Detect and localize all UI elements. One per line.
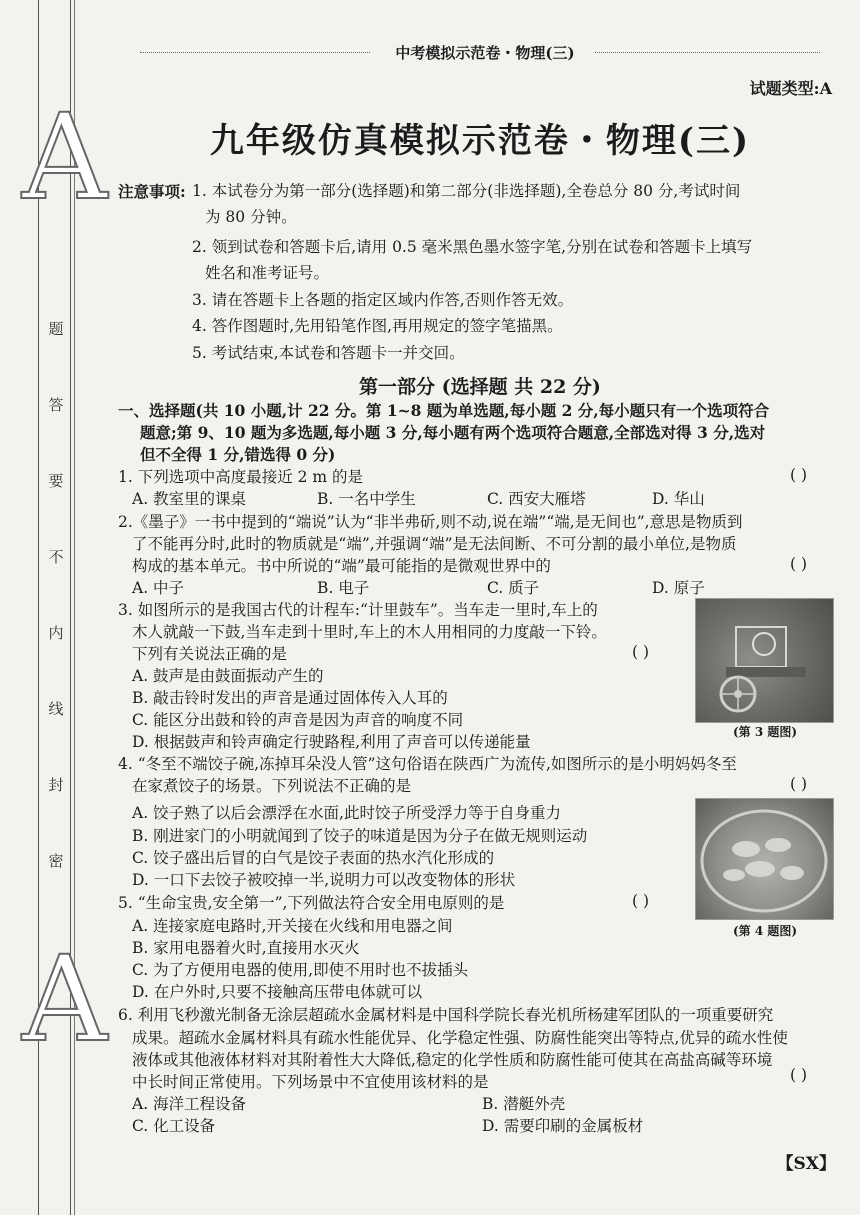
question-4-stem: 4. “冬至不端饺子碗,冻掉耳朵没人管”这句俗语在陕西广为流传,如图所示的是小明妈妈冬至 <box>118 755 737 773</box>
answer-paren: ( ) <box>790 1066 808 1084</box>
question-3-photo <box>695 598 834 723</box>
question-3-stem: 木人就敲一下鼓,当车走到十里时,车上的木人用相同的力度敲一下铃。 <box>132 623 607 641</box>
option: C. 质子 <box>487 579 540 597</box>
notice-line: 3. 请在答题卡上各题的指定区域内作答,否则作答无效。 <box>192 291 574 309</box>
question-4-photo <box>695 798 834 920</box>
question-3-stem: 下列有关说法正确的是 <box>132 645 288 663</box>
seal-char: 答 <box>48 396 64 414</box>
notice-line: 为 80 分钟。 <box>205 208 297 226</box>
seal-char: 内 <box>48 624 64 642</box>
question-2-options <box>132 577 812 600</box>
question-6-stem: 液体或其他液体材料对其附着性大大降低,稳定的化学性质和防腐性能可使其在高盐高碱等环境 <box>132 1051 773 1069</box>
seal-char: 不 <box>48 548 64 566</box>
option: A. 海洋工程设备 <box>132 1095 247 1113</box>
question-4-stem: 在家煮饺子的场景。下列说法不正确的是 <box>132 777 412 795</box>
binding-margin <box>0 0 108 1215</box>
option: B. 潜艇外壳 <box>482 1095 566 1113</box>
option: C. 为了方便用电器的使用,即使不用时也不拔插头 <box>132 961 469 979</box>
option: B. 家用电器着火时,直接用水灭火 <box>132 939 360 957</box>
header-title: 中考模拟示范卷・物理(三) <box>395 44 575 62</box>
notice-line: 5. 考试结束,本试卷和答题卡一并交回。 <box>192 344 465 362</box>
answer-paren: ( ) <box>632 892 650 910</box>
option: A. 中子 <box>132 579 185 597</box>
section-instructions: 一、选择题(共 10 小题,计 22 分。第 1~8 题为单选题,每小题 2 分,每小题只有一个选项符合 <box>118 401 770 420</box>
notice-line: 1. 本试卷分为第一部分(选择题)和第二部分(非选择题),全卷总分 80 分,考试时间 <box>192 182 741 200</box>
option: C. 西安大雁塔 <box>487 490 586 508</box>
option: D. 一口下去饺子被咬掉一半,说明力可以改变物体的形状 <box>132 871 516 889</box>
seal-line-text <box>44 318 68 926</box>
notice-label: 注意事项: <box>118 182 186 201</box>
option: B. 电子 <box>317 579 370 597</box>
question-1-options <box>132 488 812 511</box>
question-3-stem: 3. 如图所示的是我国古代的计程车:“计里鼓车”。当车走一里时,车上的 <box>118 601 598 619</box>
option: D. 原子 <box>652 579 705 597</box>
option: A. 鼓声是由鼓面振动产生的 <box>132 667 324 685</box>
answer-paren: ( ) <box>790 775 808 793</box>
seal-char: 封 <box>48 776 64 794</box>
paper-title: 九年级仿真模拟示范卷・物理(三) <box>209 121 751 161</box>
region-code: 【SX】 <box>776 1154 836 1174</box>
option: A. 饺子熟了以后会漂浮在水面,此时饺子所受浮力等于自身重力 <box>132 804 561 822</box>
option: B. 敲击铃时发出的声音是通过固体传入人耳的 <box>132 689 448 707</box>
option: D. 需要印刷的金属板材 <box>482 1117 644 1135</box>
option: B. 刚进家门的小明就闻到了饺子的味道是因为分子在做无规则运动 <box>132 827 588 845</box>
notice-line: 4. 答作图题时,先用铅笔作图,再用规定的签字笔描黑。 <box>192 317 563 335</box>
question-6-stem: 6. 利用飞秒激光制备无涂层超疏水金属材料是中国科学院长春光机所杨建军团队的一项重要研究 <box>118 1006 774 1024</box>
notice-line: 姓名和准考证号。 <box>205 264 330 282</box>
question-2-stem: 了不能再分时,此时的物质就是“端”,并强调“端”是无法间断、不可分割的最小单位,是物质 <box>132 535 737 553</box>
question-6-stem: 中长时间正常使用。下列场景中不宜使用该材料的是 <box>132 1073 489 1091</box>
question-6-options <box>132 1115 812 1138</box>
option: D. 华山 <box>652 490 705 508</box>
question-6-options <box>132 1093 812 1116</box>
section-title: 第一部分 (选择题 共 22 分) <box>359 376 601 398</box>
option: C. 饺子盛出后冒的白气是饺子表面的热水汽化形成的 <box>132 849 495 867</box>
option: A. 教室里的课桌 <box>132 490 247 508</box>
seal-char: 题 <box>48 320 64 338</box>
question-6-stem: 成果。超疏水金属材料具有疏水性能优异、化学稳定性强、防腐性能突出等特点,优异的疏水性使 <box>132 1029 788 1047</box>
section-instructions: 题意;第 9、10 题为多选题,每小题 3 分,每小题有两个选项符合题意,全部选对得 3 分,选对 <box>140 423 766 442</box>
option: D. 根据鼓声和铃声确定行驶路程,利用了声音可以传递能量 <box>132 733 531 751</box>
watermark-letter-bottom: A <box>22 930 108 1068</box>
seal-char: 线 <box>48 700 64 718</box>
option: A. 连接家庭电路时,开关接在火线和用电器之间 <box>132 917 453 935</box>
exam-type: 试题类型:A <box>749 79 832 98</box>
question-2-stem: 2.《墨子》一书中提到的“端说”认为“非半弗斫,则不动,说在端”“端,是无间也”,意思是物质到 <box>118 513 743 531</box>
question-2-stem: 构成的基本单元。书中所说的“端”最可能指的是微观世界中的 <box>132 557 551 575</box>
seal-char: 要 <box>48 472 64 490</box>
question-5-stem: 5. “生命宝贵,安全第一”,下列做法符合安全用电原则的是 <box>118 894 505 912</box>
option: C. 化工设备 <box>132 1117 216 1135</box>
figure-caption: (第 3 题图) <box>733 725 798 739</box>
seal-char: 密 <box>48 852 64 870</box>
option: D. 在户外时,只要不接触高压带电体就可以 <box>132 983 423 1001</box>
header-dotted-rule <box>595 52 820 53</box>
figure-caption: (第 4 题图) <box>733 924 798 938</box>
answer-paren: ( ) <box>632 643 650 661</box>
option: C. 能区分出鼓和铃的声音是因为声音的响度不同 <box>132 711 464 729</box>
answer-paren: ( ) <box>790 555 808 573</box>
answer-paren: ( ) <box>790 466 808 484</box>
running-header <box>140 42 820 62</box>
header-dotted-rule <box>140 52 370 53</box>
watermark-letter-top: A <box>22 88 108 226</box>
notice-line: 2. 领到试卷和答题卡后,请用 0.5 毫米黑色墨水签字笔,分别在试卷和答题卡上填写 <box>192 238 753 256</box>
section-instructions: 但不全得 1 分,错选得 0 分) <box>140 445 336 464</box>
option: B. 一名中学生 <box>317 490 416 508</box>
question-1-stem: 1. 下列选项中高度最接近 2 m 的是 <box>118 468 364 486</box>
